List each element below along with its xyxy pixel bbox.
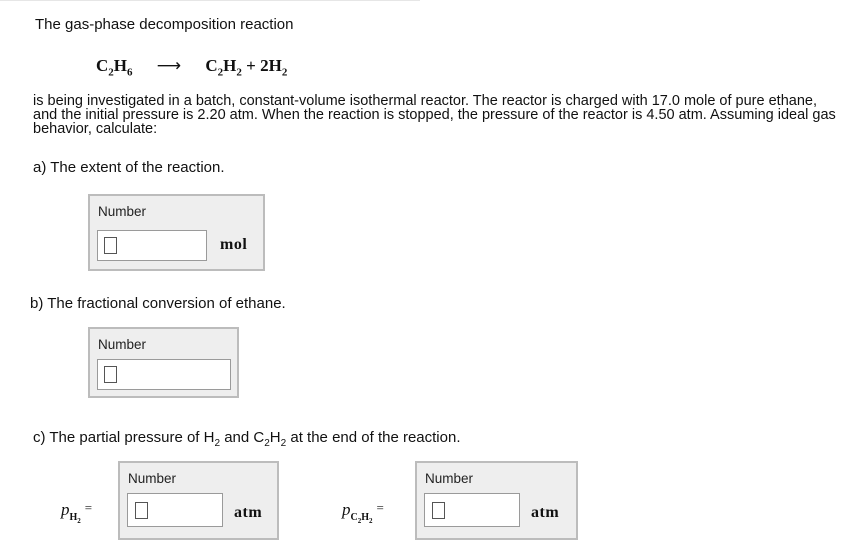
unit-atm: atm: [234, 504, 263, 521]
top-divider: [0, 0, 420, 1]
extent-input[interactable]: [97, 230, 207, 261]
question-c: c) The partial pressure of $H_2$ and $C_2H_2$ at the end of the reaction.: [33, 429, 461, 449]
unit-mol: mol: [220, 236, 248, 253]
h2-pressure-input[interactable]: [127, 493, 223, 527]
number-label: Number: [98, 337, 147, 352]
c2h2-pressure-input[interactable]: [424, 493, 520, 527]
reaction-equation: [96, 56, 287, 78]
p-c2h2-label: $p_{C_2H_2}=$: [342, 500, 384, 525]
problem-intro: The gas-phase decomposition reaction: [35, 16, 294, 33]
answer-box-a: [88, 194, 265, 271]
question-b: b) The fractional conversion of ethane.: [30, 295, 286, 312]
unit-atm: atm: [531, 504, 560, 521]
number-label: Number: [128, 471, 177, 486]
answer-box-b: [88, 327, 239, 398]
text-cursor-icon: [104, 366, 117, 383]
conversion-input[interactable]: [97, 359, 231, 390]
reactant-ethane: $C_2H_6$: [96, 56, 133, 79]
reaction-arrow-icon: ⟶: [156, 56, 182, 76]
problem-description: is being investigated in a batch, constant-volume isothermal reactor. The reactor is charged with 17.0 mole of pure ethane, and the initial pressure is 2.20 atm. When the reaction is stopped, the pressure of the reactor is 4.50 atm. Assuming ideal gas behavior, calculate:: [33, 93, 836, 137]
product-hydrogen: $2H_2$: [260, 56, 288, 79]
plus-sign: +: [246, 56, 256, 75]
text-cursor-icon: [432, 502, 445, 519]
answer-box-h2: [118, 461, 279, 540]
answer-box-c2h2: [415, 461, 578, 540]
product-acetylene: $C_2H_2$: [205, 56, 242, 79]
text-cursor-icon: [135, 502, 148, 519]
question-a: a) The extent of the reaction.: [33, 159, 225, 176]
p-h2-label: $p_{H_2}=$: [61, 500, 93, 525]
number-label: Number: [425, 471, 474, 486]
text-cursor-icon: [104, 237, 117, 254]
number-label: Number: [98, 204, 147, 219]
